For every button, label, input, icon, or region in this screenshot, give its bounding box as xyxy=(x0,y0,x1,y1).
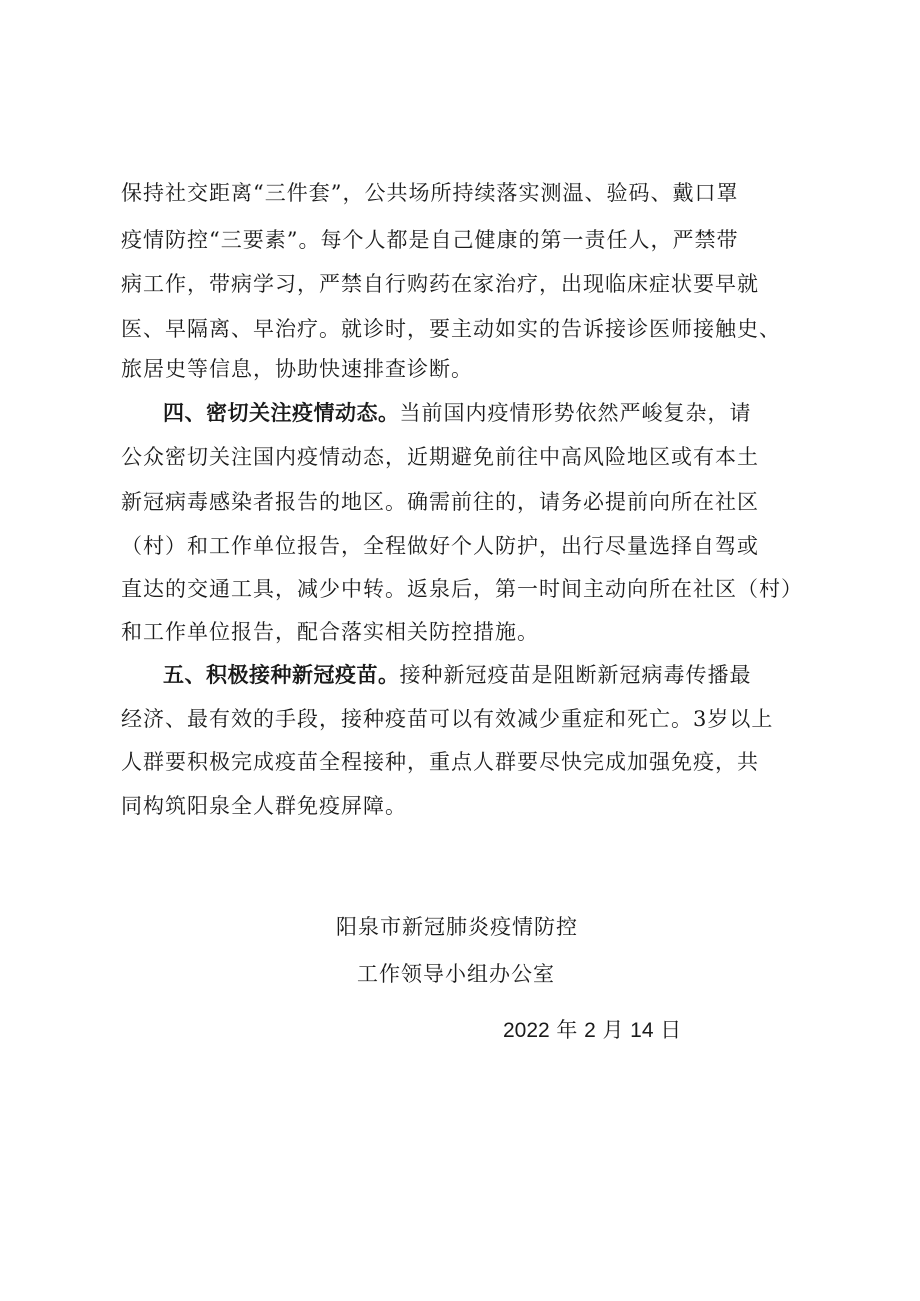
section-4-first-line-text: 当前国内疫情形势依然严峻复杂，请 xyxy=(399,401,752,425)
signature-org-line-1: 阳泉市新冠肺炎疫情防控 xyxy=(336,915,578,939)
paragraph-line: 同构筑阳泉全人群免疫屏障。 xyxy=(121,794,407,818)
section-4-heading: 四、密切关注疫情动态。 xyxy=(163,401,400,425)
section-4-first-line xyxy=(163,397,752,429)
paragraph-line: 直达的交通工具，减少中转。返泉后，第一时间主动向所在社区（村） xyxy=(121,577,803,601)
date-day: 14 xyxy=(630,1019,654,1042)
paragraph-line: （村）和工作单位报告，全程做好个人防护，出行尽量选择自驾或 xyxy=(121,534,759,558)
section-5-first-line xyxy=(163,659,752,691)
signature-date xyxy=(503,1014,681,1047)
section-5-heading: 五、积极接种新冠疫苗。 xyxy=(163,663,400,687)
paragraph-line: 经济、最有效的手段，接种疫苗可以有效减少重症和死亡。3岁以上 xyxy=(121,707,774,731)
date-year-char: 年 xyxy=(556,1018,578,1042)
paragraph-line: 公众密切关注国内疫情动态，近期避免前往中高风险地区或有本土 xyxy=(121,445,759,469)
paragraph-line: 人群要积极完成疫苗全程接种，重点人群要尽快完成加强免疫，共 xyxy=(121,750,759,774)
section-5-first-line-text: 接种新冠疫苗是阻断新冠病毒传播最 xyxy=(399,663,752,687)
paragraph-line: 医、早隔离、早治疗。就诊时，要主动如实的告诉接诊医师接触史、 xyxy=(121,317,781,341)
paragraph-line: 病工作，带病学习，严禁自行购药在家治疗，出现临床症状要早就 xyxy=(121,272,759,296)
date-day-char: 日 xyxy=(660,1018,682,1042)
paragraph-line: 保持社交距离“三件套”，公共场所持续落实测温、验码、戴口罩 xyxy=(121,181,739,205)
signature-org-line-2: 工作领导小组办公室 xyxy=(357,962,555,986)
date-year: 2022 xyxy=(503,1019,550,1042)
paragraph-line: 旅居史等信息，协助快速排查诊断。 xyxy=(121,357,473,381)
date-month-char: 月 xyxy=(602,1018,624,1042)
paragraph-line: 疫情防控“三要素”。每个人都是自己健康的第一责任人，严禁带 xyxy=(121,228,739,252)
paragraph-line: 新冠病毒感染者报告的地区。确需前往的，请务必提前向所在社区 xyxy=(121,490,759,514)
paragraph-line: 和工作单位报告，配合落实相关防控措施。 xyxy=(121,620,539,644)
date-month: 2 xyxy=(584,1019,596,1042)
